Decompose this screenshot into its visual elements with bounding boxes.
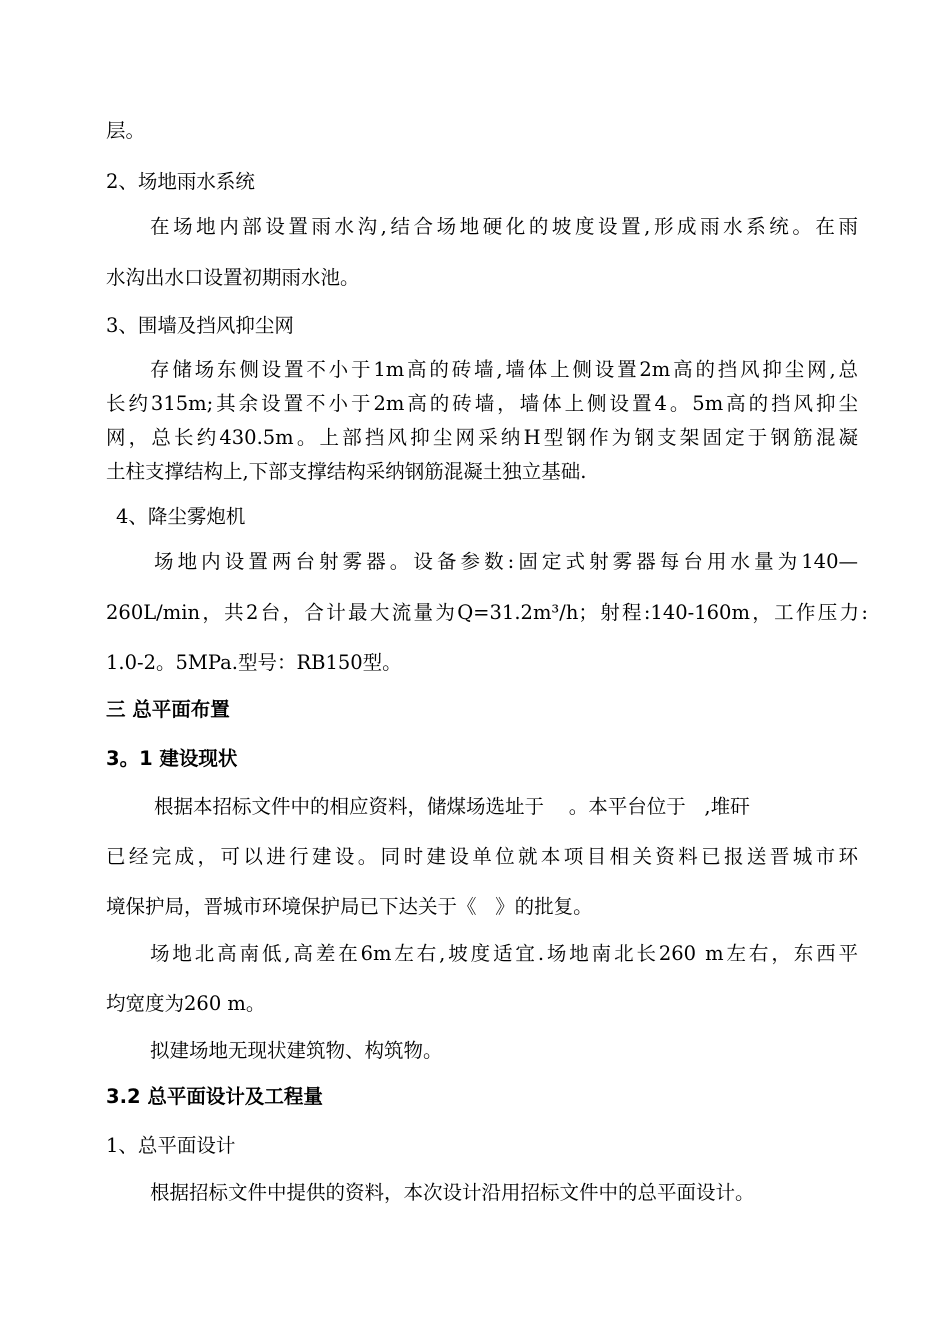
site-text-line-1: 场地北高南低,高差在6m左右,坡度适宜.场地南北长260 m左右，东西平 bbox=[150, 942, 858, 965]
item-heading-fog-cannon: 4、降尘雾炮机 bbox=[116, 505, 246, 528]
plan-design-text: 根据招标文件中提供的资料，本次设计沿用招标文件中的总平面设计。 bbox=[150, 1181, 755, 1204]
wall-text-line-4: 土柱支撑结构上,下部支撑结构采纳钢筋混凝土独立基础. bbox=[106, 460, 587, 483]
subsection-heading-status: 3。1 建设现状 bbox=[106, 747, 238, 770]
fog-text-line-3: 1.0-2。5MPa.型号：RB150型。 bbox=[106, 651, 402, 674]
section-heading-layout: 三 总平面布置 bbox=[106, 698, 230, 721]
item-heading-plan-design: 1、总平面设计 bbox=[106, 1134, 236, 1157]
wall-text-line-1: 存储场东侧设置不小于1m高的砖墙,墙体上侧设置2m高的挡风抑尘网,总 bbox=[150, 358, 858, 381]
status-text-line-1: 根据本招标文件中的相应资料，储煤场选址于 。本平台位于 ,堆矸 bbox=[154, 795, 750, 818]
wall-text-line-3: 网，总长约430.5m。上部挡风抑尘网采纳H型钢作为钢支架固定于钢筋混凝 bbox=[106, 426, 858, 449]
rainwater-text-line-1: 在场地内部设置雨水沟,结合场地硬化的坡度设置,形成雨水系统。在雨 bbox=[150, 215, 858, 238]
status-text-line-3: 境保护局，晋城市环境保护局已下达关于《 》的批复。 bbox=[106, 895, 593, 918]
site-text-line-2: 均宽度为260 m。 bbox=[106, 992, 266, 1015]
fog-text-line-1: 场地内设置两台射雾器。设备参数:固定式射雾器每台用水量为140— bbox=[154, 550, 858, 573]
paragraph-continuation: 层。 bbox=[106, 119, 146, 142]
item-heading-rainwater: 2、场地雨水系统 bbox=[106, 170, 255, 193]
item-heading-wall: 3、围墙及挡风抑尘网 bbox=[106, 314, 294, 337]
wall-text-line-2: 长约315m;其余设置不小于2m高的砖墙，墙体上侧设置4。5m高的挡风抑尘 bbox=[106, 392, 858, 415]
rainwater-text-line-2: 水沟出水口设置初期雨水池。 bbox=[106, 266, 360, 289]
status-text-line-2: 已经完成，可以进行建设。同时建设单位就本项目相关资料已报送晋城市环 bbox=[106, 845, 858, 868]
site-text-line-3: 拟建场地无现状建筑物、构筑物。 bbox=[150, 1039, 443, 1062]
subsection-heading-design: 3.2 总平面设计及工程量 bbox=[106, 1085, 323, 1108]
fog-text-line-2: 260L/min，共2台，合计最大流量为Q=31.2m³/h；射程:140-160m，工作压力: bbox=[106, 601, 868, 624]
